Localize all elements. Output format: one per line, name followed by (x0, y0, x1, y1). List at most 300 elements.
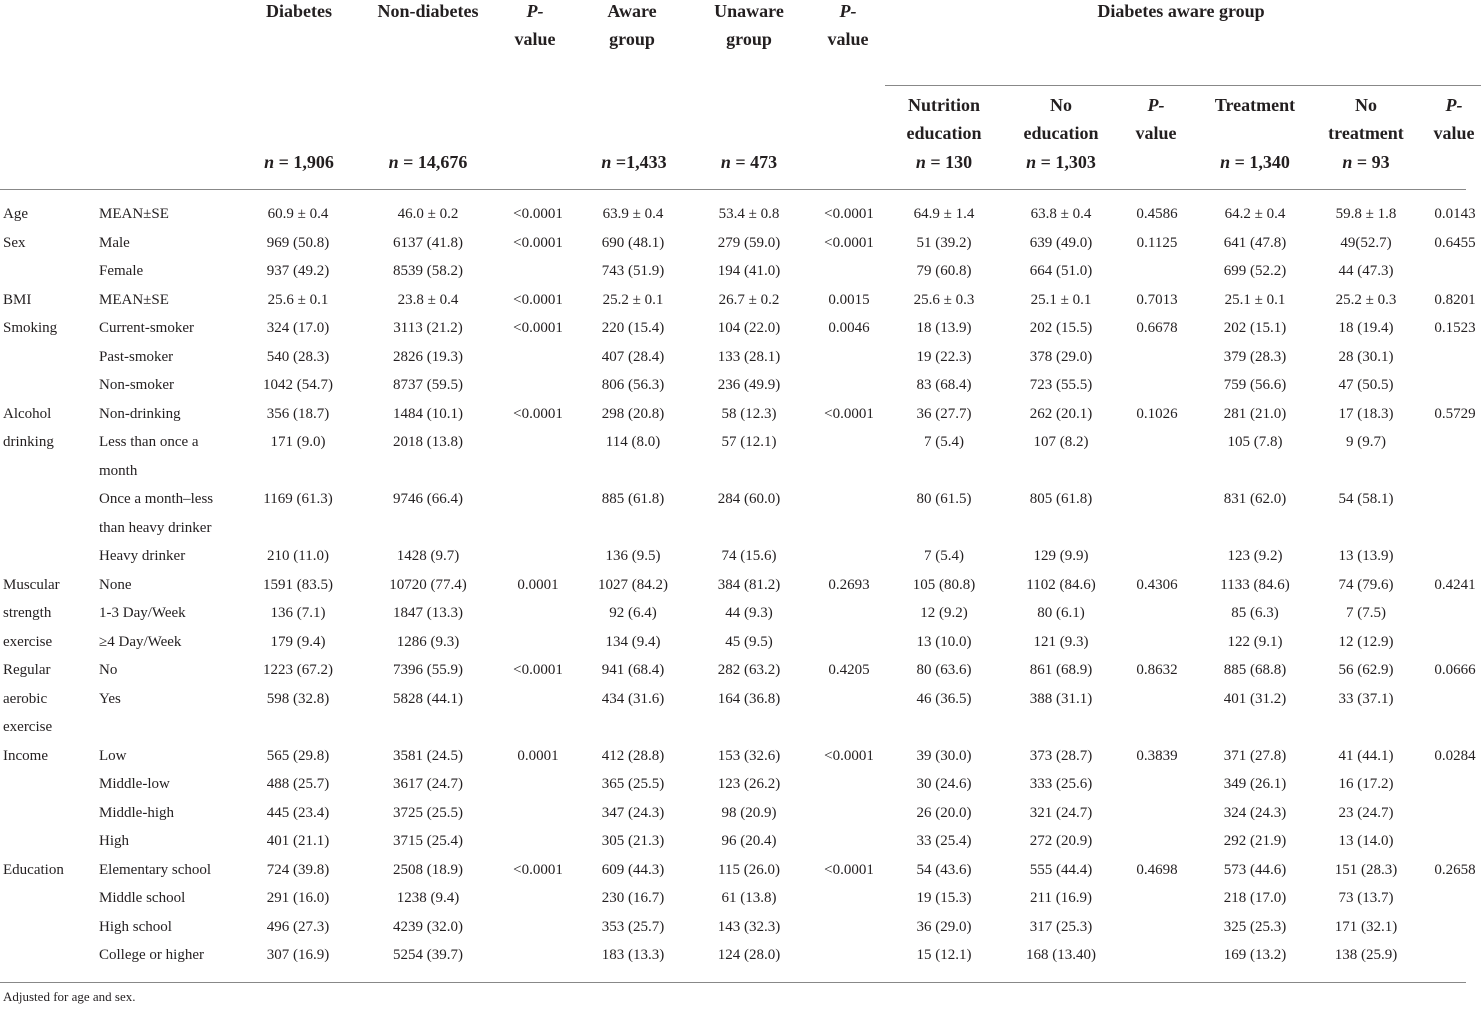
table-cell: 0.4306 (1136, 576, 1178, 593)
row-category: Non-drinking (99, 405, 181, 422)
row-variable: Alcohol (3, 405, 52, 422)
row-category: Middle school (99, 890, 186, 906)
n-diabetes: n = 1,906 (264, 152, 334, 172)
table-cell: 1286 (9.3) (396, 633, 460, 650)
table-cell: 96 (20.4) (721, 833, 777, 849)
table-cell: 325 (25.3) (1223, 918, 1287, 935)
table-cell: 74 (79.6) (1338, 576, 1394, 593)
row-category: Female (99, 263, 144, 279)
row-category: Male (99, 234, 130, 251)
header-bottom-rule (0, 189, 1466, 190)
table-cell: 47 (50.5) (1338, 377, 1394, 393)
table-cell: 1042 (54.7) (263, 377, 333, 393)
row-variable: BMI (3, 291, 32, 308)
row-variable: exercise (3, 633, 53, 650)
table-cell: 281 (21.0) (1223, 405, 1287, 422)
row-category: High school (99, 918, 172, 935)
table-cell: 0.4698 (1136, 861, 1178, 878)
table-cell: 353 (25.7) (601, 918, 665, 935)
table-cell: 0.3839 (1136, 747, 1178, 764)
table-cell: 639 (49.0) (1029, 234, 1093, 251)
table-cell: 743 (51.9) (601, 263, 665, 279)
table-cell: 23 (24.7) (1338, 804, 1394, 821)
table-cell: 63.8 ± 0.4 (1030, 206, 1092, 222)
table-cell: 805 (61.8) (1029, 491, 1093, 507)
row-category: than heavy drinker (99, 519, 212, 536)
n-no-education: n = 1,303 (1026, 152, 1096, 172)
aware-line-1: Aware (607, 1, 657, 21)
unaware-line-2: group (726, 29, 772, 49)
table-cell: 210 (11.0) (267, 548, 329, 564)
col-header-p-value-4 (1425, 91, 1483, 147)
col-header-non-diabetes: Non-diabetes (377, 1, 479, 21)
table-cell: 105 (7.8) (1227, 434, 1283, 450)
table-cell: 25.6 ± 0.1 (267, 291, 329, 308)
table-cell: 45 (9.5) (725, 633, 773, 650)
table-cell: 0.0143 (1434, 206, 1476, 222)
p-label: P- (839, 1, 857, 21)
row-category: Less than once a (99, 434, 199, 450)
value-label: value (1433, 123, 1475, 143)
row-category: Middle-low (99, 776, 170, 792)
table-cell: 33 (37.1) (1338, 690, 1394, 707)
table-cell: 1484 (10.1) (393, 405, 463, 422)
no-treatment-line-1: No (1355, 95, 1377, 115)
no-treatment-line-2: treatment (1328, 123, 1404, 143)
unaware-line-1: Unaware (714, 1, 784, 21)
table-cell: 565 (29.8) (266, 747, 330, 764)
table-cell: 136 (7.1) (270, 605, 326, 621)
table-cell: 53.4 ± 0.8 (718, 206, 780, 222)
table-cell: 0.5729 (1434, 405, 1476, 422)
table-cell: 279 (59.0) (717, 234, 781, 251)
table-cell: 79 (60.8) (916, 263, 972, 279)
row-variable: Sex (3, 234, 26, 251)
table-cell: 19 (15.3) (916, 890, 972, 906)
table-bottom-rule (0, 982, 1466, 983)
table-cell: 98 (20.9) (721, 804, 777, 821)
n-non-diabetes: n = 14,676 (388, 152, 468, 172)
table-cell: 51 (39.2) (916, 234, 972, 251)
table-cell: 136 (9.5) (605, 548, 661, 564)
p-label: P- (1147, 95, 1165, 115)
table-cell: 41 (44.1) (1338, 747, 1394, 764)
nutrition-line-2: education (906, 123, 982, 143)
col-header-no-treatment (1318, 91, 1414, 147)
table-cell: 25.2 ± 0.1 (602, 291, 664, 308)
table-cell: 0.2658 (1434, 861, 1476, 878)
table-cell: 641 (47.8) (1223, 234, 1287, 251)
row-category: No (99, 662, 118, 678)
table-cell: <0.0001 (513, 405, 563, 422)
table-cell: 46 (36.5) (916, 690, 972, 707)
table-cell: 12 (12.9) (1338, 633, 1394, 650)
table-cell: <0.0001 (513, 861, 563, 878)
row-variable: Education (3, 861, 64, 878)
table-cell: 46.0 ± 0.2 (397, 206, 459, 222)
table-cell: 0.4586 (1136, 206, 1178, 222)
row-category: 1-3 Day/Week (99, 605, 186, 621)
col-header-treatment: Treatment (1214, 95, 1296, 115)
table-cell: 724 (39.8) (266, 861, 330, 878)
table-cell: 171 (32.1) (1334, 918, 1398, 935)
row-variable: Age (3, 206, 28, 222)
table-cell: 0.4241 (1434, 576, 1476, 593)
table-cell: 0.0284 (1434, 747, 1476, 764)
table-cell: 107 (8.2) (1033, 434, 1089, 450)
table-cell: 0.6678 (1136, 320, 1178, 336)
table-cell: 122 (9.1) (1227, 633, 1283, 650)
table-cell: 3715 (25.4) (393, 833, 463, 849)
table-cell: <0.0001 (513, 291, 563, 308)
table-cell: 7 (7.5) (1346, 605, 1386, 621)
row-variable: Smoking (3, 320, 58, 336)
footnote: Adjusted for age and sex. (3, 989, 136, 1004)
p-label: P- (1445, 95, 1463, 115)
table-cell: 164 (36.8) (717, 690, 781, 707)
table-cell: 0.0001 (517, 576, 559, 593)
n-unaware: n = 473 (720, 152, 778, 172)
col-header-diabetes: Diabetes (266, 1, 332, 21)
table-cell: 885 (68.8) (1223, 662, 1287, 678)
table-cell: 272 (20.9) (1029, 833, 1093, 849)
table-cell: 412 (28.8) (601, 747, 665, 764)
value-label: value (514, 29, 556, 49)
table-cell: 317 (25.3) (1029, 918, 1093, 935)
table-cell: 124 (28.0) (717, 947, 781, 963)
table-cell: 129 (9.9) (1033, 548, 1089, 564)
table-cell: 324 (24.3) (1223, 804, 1287, 821)
row-category: Yes (99, 690, 121, 707)
p-label: P- (526, 1, 544, 21)
table-cell: 169 (13.2) (1223, 947, 1287, 963)
table-cell: 151 (28.3) (1334, 861, 1398, 878)
row-variable: drinking (3, 434, 54, 450)
table-cell: 179 (9.4) (270, 633, 326, 650)
table-cell: 123 (26.2) (717, 776, 781, 792)
row-category: Current-smoker (99, 320, 194, 336)
row-variable: strength (3, 605, 52, 621)
table-cell: 262 (20.1) (1029, 405, 1093, 422)
table-cell: 9746 (66.4) (393, 491, 463, 507)
table-cell: 496 (27.3) (266, 918, 330, 935)
table-cell: 307 (16.9) (266, 947, 330, 963)
table-cell: 19 (22.3) (916, 348, 972, 365)
table-cell: 54 (58.1) (1338, 491, 1394, 507)
table-cell: 664 (51.0) (1029, 263, 1093, 279)
table-cell: 0.2693 (828, 576, 870, 593)
table-cell: 59.8 ± 1.8 (1335, 206, 1397, 222)
col-header-unaware-group (704, 0, 794, 53)
table-cell: 379 (28.3) (1223, 348, 1287, 365)
row-category: MEAN±SE (99, 291, 169, 308)
table-cell: 80 (61.5) (916, 491, 972, 507)
aware-line-2: group (609, 29, 655, 49)
table-cell: 134 (9.4) (605, 633, 661, 650)
row-category: ≥4 Day/Week (99, 633, 182, 650)
table-cell: 171 (9.0) (270, 434, 326, 450)
table-cell: <0.0001 (513, 320, 563, 336)
table-cell: 80 (63.6) (916, 662, 972, 678)
table-cell: 8539 (58.2) (393, 263, 463, 279)
table-cell: 10720 (77.4) (389, 576, 467, 593)
row-category: None (99, 576, 132, 593)
table-cell: 183 (13.3) (601, 947, 665, 963)
table-cell: 0.7013 (1136, 291, 1178, 308)
table-cell: 9 (9.7) (1346, 434, 1386, 450)
table-cell: 236 (49.9) (717, 377, 781, 393)
table-cell: 18 (19.4) (1338, 320, 1394, 336)
table-cell: 609 (44.3) (601, 861, 665, 878)
table-cell: 540 (28.3) (266, 348, 330, 365)
table-cell: 555 (44.4) (1029, 861, 1093, 878)
table-cell: 0.1523 (1434, 320, 1476, 336)
table-cell: 26 (20.0) (916, 804, 972, 821)
value-label: value (827, 29, 869, 49)
table-cell: 371 (27.8) (1223, 747, 1287, 764)
table-cell: 15 (12.1) (916, 947, 972, 963)
table-cell: 0.0046 (828, 320, 870, 336)
table-cell: 218 (17.0) (1223, 890, 1287, 906)
table-cell: 5828 (44.1) (393, 690, 463, 707)
table-cell: 104 (22.0) (717, 320, 781, 336)
table-cell: 138 (25.9) (1334, 947, 1398, 963)
table-cell: 58 (12.3) (721, 405, 777, 422)
table-cell: 0.8201 (1434, 291, 1476, 308)
table-cell: 384 (81.2) (717, 576, 781, 593)
table-cell: 18 (13.9) (916, 320, 972, 336)
table-cell: 305 (21.3) (601, 833, 665, 849)
table-cell: 13 (14.0) (1338, 833, 1394, 849)
table-cell: 488 (25.7) (266, 776, 330, 792)
table-cell: 7 (5.4) (924, 548, 964, 564)
table-cell: 33 (25.4) (916, 833, 972, 849)
table-cell: 143 (32.3) (717, 918, 781, 935)
table-cell: 28 (30.1) (1338, 348, 1394, 365)
table-cell: 292 (21.9) (1223, 833, 1287, 849)
col-header-diabetes-aware-group: Diabetes aware group (1097, 1, 1265, 21)
table-cell: 44 (47.3) (1338, 263, 1394, 279)
table-cell: 36 (27.7) (916, 405, 972, 422)
table-cell: 365 (25.5) (601, 776, 665, 792)
table-cell: 690 (48.1) (601, 234, 665, 251)
table-cell: 49(52.7) (1340, 234, 1392, 251)
table-cell: 63.9 ± 0.4 (602, 206, 664, 222)
table-cell: 57 (12.1) (721, 434, 777, 450)
table-cell: 115 (26.0) (718, 861, 780, 878)
table-cell: 60.9 ± 0.4 (267, 206, 329, 222)
table-cell: 202 (15.5) (1029, 320, 1093, 336)
table-cell: 699 (52.2) (1223, 263, 1287, 279)
table-cell: 7 (5.4) (924, 434, 964, 450)
table-cell: 3581 (24.5) (393, 747, 463, 764)
table-cell: <0.0001 (824, 206, 874, 222)
table-cell: 44 (9.3) (725, 605, 773, 621)
table-cell: 3617 (24.7) (393, 776, 463, 792)
row-category: month (99, 462, 138, 479)
row-category: High (99, 833, 129, 849)
table-cell: 445 (23.4) (266, 804, 330, 821)
table-cell: 105 (80.8) (912, 576, 976, 593)
table-cell: 324 (17.0) (266, 320, 330, 336)
table-cell: 8737 (59.5) (393, 377, 463, 393)
col-header-nutrition-education (890, 91, 998, 147)
table-cell: 0.6455 (1434, 234, 1476, 251)
nutrition-line-1: Nutrition (908, 95, 980, 115)
table-cell: <0.0001 (824, 861, 874, 878)
table-cell: 1591 (83.5) (263, 576, 333, 593)
table-cell: 0.0666 (1434, 662, 1476, 678)
table-cell: 941 (68.4) (601, 662, 665, 678)
table-cell: <0.0001 (513, 234, 563, 251)
table-cell: 153 (32.6) (717, 747, 781, 764)
table-cell: 401 (21.1) (266, 833, 330, 849)
table-cell: 133 (28.1) (717, 348, 781, 365)
table-cell: 1027 (84.2) (598, 576, 668, 593)
table-cell: 806 (56.3) (601, 377, 665, 393)
table-cell: 64.2 ± 0.4 (1224, 206, 1286, 222)
table-cell: 25.1 ± 0.1 (1224, 291, 1286, 308)
table-cell: 85 (6.3) (1231, 605, 1279, 621)
row-variable: exercise (3, 719, 53, 735)
table-cell: 1133 (84.6) (1220, 576, 1290, 593)
table-cell: 39 (30.0) (916, 747, 972, 764)
table-cell: 298 (20.8) (601, 405, 665, 422)
table-cell: 168 (13.40) (1026, 947, 1096, 963)
table-cell: 573 (44.6) (1223, 861, 1287, 878)
table-cell: 4239 (32.0) (393, 918, 463, 935)
table-cell: 220 (15.4) (601, 320, 665, 336)
group-divider (885, 85, 1481, 86)
table-cell: 5254 (39.7) (393, 947, 463, 963)
table-cell: 202 (15.1) (1223, 320, 1287, 336)
row-category: Heavy drinker (99, 548, 186, 564)
table-cell: 13 (10.0) (916, 633, 972, 650)
table-cell: 1238 (9.4) (396, 890, 460, 906)
table-cell: 1169 (61.3) (263, 491, 333, 507)
row-category: MEAN±SE (99, 206, 169, 222)
table-cell: 1847 (13.3) (393, 605, 463, 621)
table-cell: 2018 (13.8) (393, 434, 463, 450)
n-no-treatment: n = 93 (1342, 152, 1390, 172)
table-cell: 723 (55.5) (1029, 377, 1093, 393)
table-cell: 25.1 ± 0.1 (1030, 291, 1092, 308)
col-header-no-education (1012, 91, 1110, 147)
table-cell: 3725 (25.5) (393, 804, 463, 821)
row-category: College or higher (99, 947, 204, 963)
table-cell: 230 (16.7) (601, 890, 665, 906)
table-cell: 0.1125 (1136, 234, 1178, 251)
table-cell: <0.0001 (513, 662, 563, 678)
row-variable: Muscular (3, 576, 60, 593)
table-cell: 211 (16.9) (1030, 890, 1092, 906)
table-cell: 356 (18.7) (266, 405, 330, 422)
table-cell: 64.9 ± 1.4 (913, 206, 975, 222)
table-cell: 56 (62.9) (1338, 662, 1394, 678)
table-cell: 0.0001 (517, 747, 559, 764)
row-category: Once a month–less (99, 491, 214, 507)
col-header-p-value-1 (495, 0, 575, 53)
table-cell: 74 (15.6) (721, 548, 777, 564)
table-cell: 3113 (21.2) (393, 320, 463, 336)
n-nutrition-education: n = 130 (915, 152, 973, 172)
table-cell: 598 (32.8) (266, 690, 330, 707)
table-cell: 30 (24.6) (916, 776, 972, 792)
table-cell: 36 (29.0) (916, 918, 972, 935)
table-cell: 373 (28.7) (1029, 747, 1093, 764)
table-cell: <0.0001 (824, 747, 874, 764)
table-cell: 434 (31.6) (601, 690, 665, 707)
table-cell: 0.4205 (828, 662, 870, 678)
table-cell: <0.0001 (513, 206, 563, 222)
table-cell: 1428 (9.7) (396, 548, 460, 564)
row-category: Low (99, 747, 127, 764)
no-education-line-1: No (1050, 95, 1072, 115)
table-cell: 347 (24.3) (601, 804, 665, 821)
table-cell: 194 (41.0) (717, 263, 781, 279)
table-cell: 333 (25.6) (1029, 776, 1093, 792)
table-cell: 26.7 ± 0.2 (718, 291, 780, 308)
table-cell: 54 (43.6) (916, 861, 972, 878)
table-cell: <0.0001 (824, 234, 874, 251)
table-cell: 16 (17.2) (1338, 776, 1394, 792)
table-cell: 2508 (18.9) (393, 861, 463, 878)
row-variable: aerobic (3, 690, 48, 707)
table-cell: 121 (9.3) (1033, 633, 1089, 650)
value-label: value (1135, 123, 1177, 143)
table-cell: 291 (16.0) (266, 890, 330, 906)
row-variable: Income (3, 747, 48, 764)
table-cell: 2826 (19.3) (393, 348, 463, 365)
table-cell: 282 (63.2) (717, 662, 781, 678)
table-cell: 92 (6.4) (609, 605, 657, 621)
table-cell: 0.1026 (1136, 405, 1178, 422)
no-education-line-2: education (1023, 123, 1099, 143)
row-variable: Regular (3, 662, 51, 678)
col-header-p-value-2 (808, 0, 888, 53)
table-cell: 349 (26.1) (1223, 776, 1287, 792)
table-cell: 885 (61.8) (601, 491, 665, 507)
row-category: Past-smoker (99, 348, 174, 365)
table-cell: 114 (8.0) (605, 434, 661, 450)
table-cell: 13 (13.9) (1338, 548, 1394, 564)
table-cell: 759 (56.6) (1223, 377, 1287, 393)
table-cell: 7396 (55.9) (393, 662, 463, 678)
n-aware: n =1,433 (601, 152, 667, 172)
table-cell: 80 (6.1) (1037, 605, 1085, 621)
table-cell: 83 (68.4) (916, 377, 972, 393)
col-header-aware-group (590, 0, 674, 53)
table-cell: 831 (62.0) (1223, 491, 1287, 507)
n-treatment: n = 1,340 (1220, 152, 1290, 172)
table-cell: 25.2 ± 0.3 (1335, 291, 1397, 308)
col-header-p-value-3 (1125, 91, 1187, 147)
table-cell: 407 (28.4) (601, 348, 665, 365)
table-cell: 6137 (41.8) (393, 234, 463, 251)
table-cell: 969 (50.8) (266, 234, 330, 251)
table-cell: 17 (18.3) (1338, 405, 1394, 422)
table-cell: 1223 (67.2) (263, 662, 333, 678)
table-cell: 0.8632 (1136, 662, 1178, 678)
table-cell: 388 (31.1) (1029, 690, 1093, 707)
table-cell: 861 (68.9) (1029, 662, 1093, 678)
row-category: Middle-high (99, 804, 174, 821)
table-cell: 73 (13.7) (1338, 890, 1394, 906)
table-cell: 284 (60.0) (717, 491, 781, 507)
table-cell: 321 (24.7) (1029, 804, 1093, 821)
table-cell: <0.0001 (824, 405, 874, 422)
row-category: Non-smoker (99, 377, 174, 393)
